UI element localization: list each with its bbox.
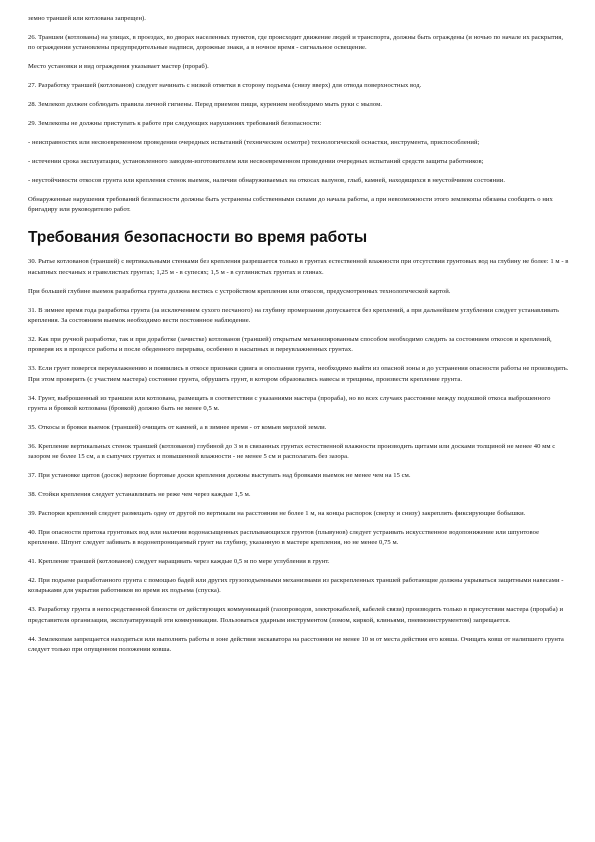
paragraph: При большей глубине выемок разработка грунта должна вестись с устройством крепления или откосов, предусмотренных технологической картой. [28,287,451,295]
paragraph: 26. Траншеи (котлованы) на улицах, в проездах, во дворах населенных пунктов, где происходит движение людей и транспорта, должны быть ограждены (и ночью по начале их раскрытия, по ограждении установлены предупредительные надписи, дорожные знаки, а в ночное время - сигнальное освещение. [28,33,564,52]
paragraph: - неисправностях или несвоевременном проведении очередных испытаний (техническом осмотре) технологической оснастки, инструмента, приспособлений; [28,138,480,146]
paragraph: 28. Землекоп должен соблюдать правила личной гигиены. Перед приемом пищи, курением необходимо мыть руки с мылом. [28,101,383,109]
paragraph: 30. Рытье котлованов (траншей) с вертикальными стенками без крепления разрешается только в грунтах естественной влажности при отсутствии грунтовых вод на глубину не более: 1 м - в насыпных песчаных и гравелистых грунтах; 1,25 м - в супесях; 1,5 м - в суглинистых грунтах и глинах. [28,258,569,276]
paragraph: Обнаруженные нарушения требований безопасности должны быть устранены собственными силами до начала работы, а при невозможности этого землекопы обязаны сообщить о них бригадиру или руководителю работ. [28,195,553,213]
paragraph: 40. При опасности притока грунтовых вод или наличии водонасыщенных расплывающихся грунтов (плывунов) следует устраивать искусственное водопонижение или шпунтовое крепление. Шпунт следует забивать в водонепроницаемый грунт на глубину, указанную в мастере крепления, но не менее 0,75 м. [28,528,540,547]
paragraph: 39. Распорки креплений следует размещать одну от другой по вертикали на расстоянии не более 1 м, на концы распорок (сверху и снизу) закреплять фиксирующие бобышки. [28,509,526,517]
paragraph: 43. Разработку грунта в непосредственной близости от действующих коммуникаций (газопроводов, электрокабелей, кабелей связи) производить только в присутствии мастера (прораба) и представителя организации, эксплуатирующей эти коммуникации. Пользоваться ударным инструментом (ломом, киркой, клиньями, пневмоинструментом) запрещается. [28,606,564,624]
paragraph: 32. Как при ручной разработке, так и при доработке (зачистке) котлованов (траншей) открытым механизированным способом необходимо следить за состоянием откосов и креплений, проверяя их в процессе работы и после обеденного перерыва, особенно в насыпных и переувлажненных грунтах. [28,335,552,354]
paragraph: 42. При подъеме разработанного грунта с помощью бадей или других грузоподъемными механизмами из раскрепленных траншей работающие должны укрываться защитными навесами - козырьками для укрытия работников во время их подъема (спуска). [28,577,564,595]
paragraph: 36. Крепление вертикальных стенок траншей (котлованов) глубиной до 3 м в связанных грунтах естественной влажности производить щитами или досками толщиной не менее 40 мм с зазором не более 15 см, а в сыпучих грунтах и повышенной влажности - не менее 5 см и располагать без зазора. [28,442,556,461]
paragraph: Место установки и вид ограждения указывает мастер (прораб). [28,63,209,71]
paragraph: - истечении срока эксплуатации, установленного заводом-изготовителем или несвоевременном проведении очередных испытаний средств защиты работников; [28,157,484,165]
paragraph: 34. Грунт, выброшенный из траншеи или котлована, размещать в соответствии с указаниями мастера (прораба), но во всех случаях расстояние между подошвой откоса выброшенного грунта и бровкой котлована (бровкой) должно быть не менее 0,5 м. [28,394,551,412]
section-heading: Требования безопасности во время работы [28,229,368,247]
paragraph: земно траншей или котлована запрещен). [28,15,146,22]
paragraph: 31. В зимнее время года разработка грунта (за исключением сухого песчаного) на глубину промерзания допускается без креплений, а при дальнейшем углублении следует устанавливать крепления. За состоянием выемок необходимо вести постоянное наблюдение. [28,306,560,324]
paragraph: - неустойчивости откосов грунта или крепления стенок выемок, наличии обнаруживаемых на откосах валунов, глыб, камней, находящихся в неустойчивом состоянии. [28,176,506,184]
paragraph: 29. Землекопы не должны приступать к работе при следующих нарушениях требований безопасности: [28,119,322,127]
paragraph: 33. Если грунт повергся переувлажнению и появились в откосе признаки сдвига и оползания грунта, необходимо выйти из опасной зоны и до устранения опасности работы не производить. При этом проверить (с участием мастера) состояние грунта, обрушить грунт, в котором образовались навесы и трещины, произвести крепление грунта. [28,365,569,383]
paragraph: 37. При установке щитов (досок) верхние бортовые доски крепления должны выступать над бровками выемок не менее чем на 15 см. [28,472,411,480]
paragraph: 41. Крепление траншей (котлованов) следует наращивать через каждые 0,5 м по мере углубления в грунт. [28,558,330,566]
paragraph: 27. Разработку траншей (котлованов) следует начинать с низкой отметки в сторону подъема (снизу вверх) для отвода поверхностных вод. [28,82,422,90]
body-text-top [28,14,569,215]
body-text-bottom [28,257,569,655]
paragraph: 35. Откосы и бровки выемок (траншей) очищать от камней, а в зимнее время - от комьев мерзлой земли. [28,423,327,431]
paragraph: 38. Стойки крепления следует устанавливать не реже чем через каждые 1,5 м. [28,490,251,498]
paragraph: 44. Землекопам запрещается находиться или выполнять работы в зоне действия экскаватора на расстоянии не менее 10 м от места действия его ковша. Очищать ковш от налипшего грунта следует только при опущенном положении ковша. [28,635,564,654]
